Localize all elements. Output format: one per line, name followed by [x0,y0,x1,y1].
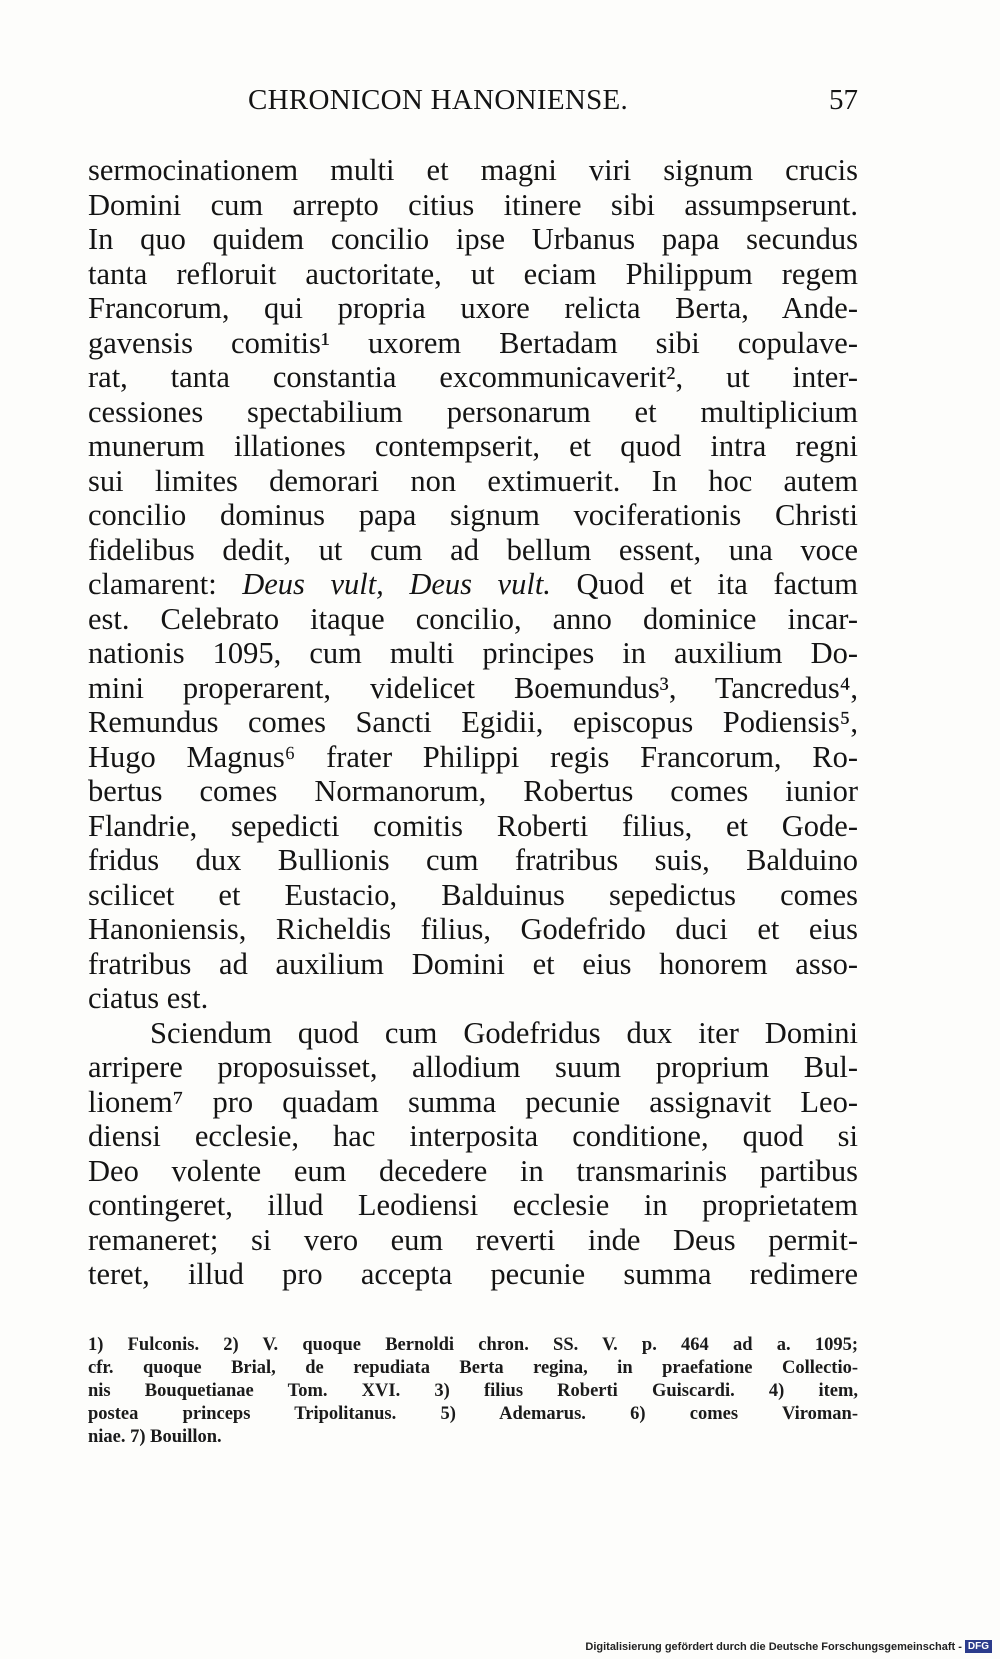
text-line: Deo volente eum decedere in transmarinis partibus [88,1153,858,1188]
text-line: bertus comes Normanorum, Robertus comes iunior [88,774,858,808]
text-line: lionem⁷ pro quadam summa pecunie assignavit Leo- [88,1084,858,1119]
text-line: clamarent: Deus vult, Deus vult. Quod et ita factum [88,567,858,601]
text-line: Domini cum arrepto citius itinere sibi assumpserunt. [88,187,858,222]
text-line: Hugo Magnus⁶ frater Philippi regis Francorum, Ro- [88,739,858,774]
text-line: sermocinationem multi et magni viri signum crucis [88,153,858,187]
footnote-line: 1) Fulconis. 2) V. quoque Bernoldi chron. SS. V. p. 464 ad a. 1095; [88,1335,858,1355]
text-line: teret, illud pro accepta pecunie summa redimere [88,1257,858,1291]
text-line: scilicet et Eustacio, Balduinus sepedictus comes [88,877,858,912]
text-line: gavensis comitis¹ uxorem Bertadam sibi copulave- [88,325,858,360]
italic-quote: Deus vult, Deus vult. [242,567,551,601]
text-line: arripere proposuisset, allodium suum proprium Bul- [88,1050,858,1084]
text-line: cessiones spectabilium personarum et multiplicium [88,394,858,429]
credit-text: Digitalisierung gefördert durch die Deutsche Forschungsgemeinschaft - [585,1640,962,1653]
text-line: Hanoniensis, Richeldis filius, Godefrido duci et eius [88,912,858,946]
page-header [88,84,858,124]
page-number: 57 [829,84,858,116]
dfg-logo: DFG [965,1640,992,1653]
text-line: In quo quidem concilio ipse Urbanus papa secundus [88,222,858,256]
digitization-credit [585,1640,992,1653]
text-line: sui limites demorari non extimuerit. In hoc autem [88,463,858,498]
footnote-line: cfr. quoque Brial, de repudiata Berta regina, in praefatione Collectio- [88,1358,858,1378]
text-line: diensi ecclesie, hac interposita conditione, quod si [88,1119,858,1153]
text-line: rat, tanta constantia excommunicaverit², ut inter- [88,360,858,394]
body-text [88,153,858,1292]
text-line: fratribus ad auxilium Domini et eius honorem asso- [88,946,858,981]
footnote-line: postea princeps Tripolitanus. 5) Ademarus. 6) comes Viroman- [88,1404,858,1424]
text-line: fidelibus dedit, ut cum ad bellum essent, una voce [88,532,858,567]
text-line: Sciendum quod cum Godefridus dux iter Domini [150,1015,858,1050]
text-line: concilio dominus papa signum vociferationis Christi [88,498,858,532]
text-line: munerum illationes contempserit, et quod intra regni [88,429,858,463]
footnote-line: nis Bouquetianae Tom. XVI. 3) filius Roberti Guiscardi. 4) item, [88,1381,858,1401]
text-line: ciatus est. [88,981,209,1015]
text-line: Flandrie, sepedicti comitis Roberti filius, et Gode- [88,808,858,843]
running-title: CHRONICON HANONIENSE. [248,84,629,116]
text-line: contingeret, illud Leodiensi ecclesie in proprietatem [88,1188,858,1222]
text-line: nationis 1095, cum multi principes in auxilium Do- [88,636,858,670]
footnote-line: niae. 7) Bouillon. [88,1427,222,1447]
text-line: remaneret; si vero eum reverti inde Deus permit- [88,1222,858,1257]
text-line: Francorum, qui propria uxore relicta Berta, Ande- [88,291,858,325]
text-line: mini properarent, videlicet Boemundus³, Tancredus⁴, [88,670,858,705]
footnotes [88,1334,858,1449]
text-line: tanta refloruit auctoritate, ut eciam Philippum regem [88,256,858,291]
text-line: est. Celebrato itaque concilio, anno dominice incar- [88,601,858,636]
text-line: fridus dux Bullionis cum fratribus suis, Balduino [88,843,858,877]
text-line: Remundus comes Sancti Egidii, episcopus Podiensis⁵, [88,705,858,739]
